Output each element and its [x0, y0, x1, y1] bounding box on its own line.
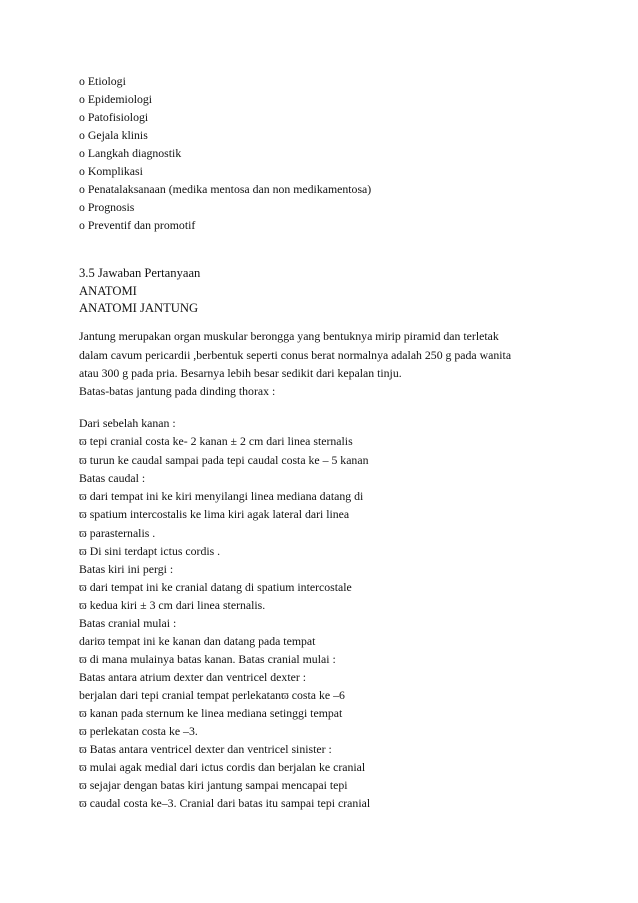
detail-line: ϖ parasternalis . — [79, 526, 156, 540]
detail-line: ϖ Di sini terdapt ictus cordis . — [79, 544, 221, 558]
outline-item: o Patofisiologi — [79, 110, 149, 124]
outline-item: o Preventif dan promotif — [79, 218, 196, 232]
paragraph-line: dalam cavum pericardii ,berbentuk seperti conus berat normalnya adalah 250 g pada wanita — [79, 348, 512, 362]
outline-item: o Komplikasi — [79, 164, 143, 178]
outline-item: o Penatalaksanaan (medika mentosa dan non medikamentosa) — [79, 182, 372, 196]
detail-line: Batas kiri ini pergi : — [79, 562, 174, 576]
detail-line: ϖ sejajar dengan batas kiri jantung sampai mencapai tepi — [79, 778, 348, 792]
detail-line: ϖ kanan pada sternum ke linea mediana setinggi tempat — [79, 706, 343, 720]
detail-line: ϖ kedua kiri ± 3 cm dari linea sternalis. — [79, 598, 266, 612]
detail-line: ϖ di mana mulainya batas kanan. Batas cranial mulai : — [79, 652, 336, 666]
detail-line: ϖ spatium intercostalis ke lima kiri agak lateral dari linea — [79, 507, 350, 521]
outline-item: o Epidemiologi — [79, 92, 153, 106]
detail-line: ϖ perlekatan costa ke –3. — [79, 724, 198, 738]
outline-item: o Etiologi — [79, 74, 126, 88]
detail-line: ϖ turun ke caudal sampai pada tepi caudal costa ke – 5 kanan — [79, 453, 369, 467]
detail-line: ϖ tepi cranial costa ke- 2 kanan ± 2 cm dari linea sternalis — [79, 434, 353, 448]
paragraph-line: Jantung merupakan organ muskular berongga yang bentuknya mirip piramid dan terletak — [79, 329, 499, 343]
outline-item: o Gejala klinis — [79, 128, 148, 142]
outline-item: o Langkah diagnostik — [79, 146, 182, 160]
detail-line: ϖ dari tempat ini ke cranial datang di spatium intercostale — [79, 580, 352, 594]
detail-line: Batas cranial mulai : — [79, 616, 177, 630]
detail-line: Batas caudal : — [79, 471, 146, 485]
detail-line: berjalan dari tepi cranial tempat perlekatanϖ costa ke –6 — [79, 688, 345, 702]
detail-line: ϖ mulai agak medial dari ictus cordis dan berjalan ke cranial — [79, 760, 366, 774]
detail-line: ϖ dari tempat ini ke kiri menyilangi linea mediana datang di — [79, 489, 364, 503]
outline-item: o Prognosis — [79, 200, 135, 214]
detail-line: Dari sebelah kanan : — [79, 416, 176, 430]
section-heading: 3.5 Jawaban Pertanyaan — [79, 266, 201, 280]
detail-line: ϖ caudal costa ke–3. Cranial dari batas itu sampai tepi cranial — [79, 796, 371, 810]
detail-line: ϖ Batas antara ventricel dexter dan ventricel sinister : — [79, 742, 332, 756]
detail-line: dariϖ tempat ini ke kanan dan datang pada tempat — [79, 634, 316, 648]
section-subheading: ANATOMI — [79, 284, 137, 298]
section-subheading: ANATOMI JANTUNG — [79, 301, 199, 315]
paragraph-line: atau 300 g pada pria. Besarnya lebih besar sedikit dari kepalan tinju. — [79, 366, 402, 380]
paragraph-line: Batas-batas jantung pada dinding thorax : — [79, 384, 276, 398]
detail-line: Batas antara atrium dexter dan ventricel dexter : — [79, 670, 306, 684]
